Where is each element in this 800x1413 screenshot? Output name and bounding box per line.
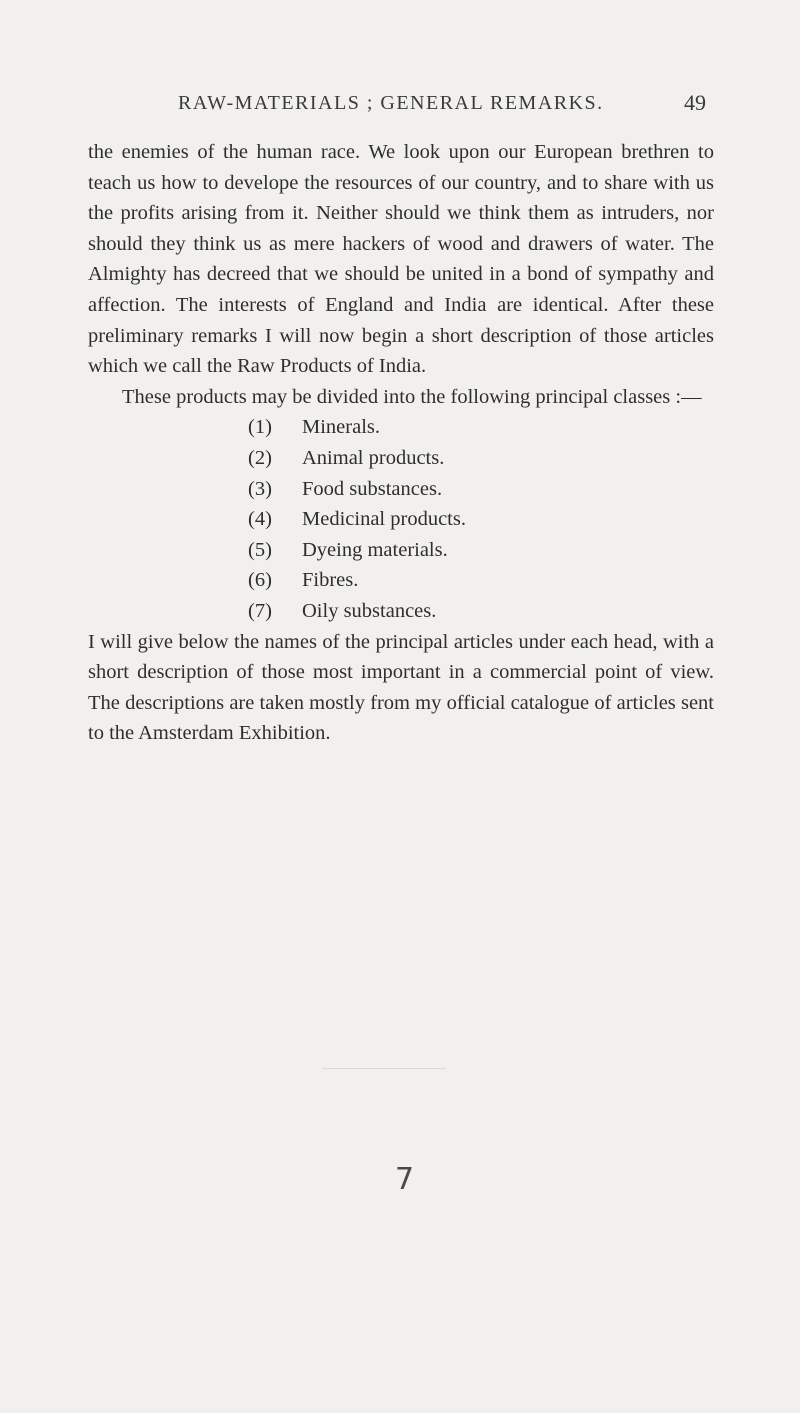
list-item-number: (6) — [248, 569, 272, 592]
list-item-label: Food substances. — [302, 477, 443, 500]
list-item-label: Minerals. — [302, 416, 380, 439]
list-item-label: Animal products. — [302, 446, 445, 469]
list-item-number: (5) — [248, 538, 272, 561]
list-item-label: Fibres. — [302, 569, 359, 592]
body-paragraph: I will give below the names of the principal articles under each head, with a short description of those most important in a commercial point of view. The descriptions are taken mostly from my official catalogue of articles sent to the Amsterdam Exhibition. — [88, 630, 714, 745]
page-header — [0, 92, 800, 124]
running-title: RAW-MATERIALS ; GENERAL REMARKS. — [178, 92, 604, 114]
list-item — [248, 474, 714, 505]
product-classes-list — [88, 412, 714, 626]
signature-mark: 7 — [395, 1162, 415, 1197]
list-item — [248, 565, 714, 596]
list-item — [248, 412, 714, 443]
list-item — [248, 504, 714, 535]
body-paragraph: These products may be divided into the following principal classes :— — [122, 385, 702, 408]
list-item-number: (2) — [248, 446, 272, 469]
body-paragraph: the enemies of the human race. We look upon our European brethren to teach us how to develope the resources of our country, and to share with us the profits arising from it. Neither should we think them as intruders, nor should they think us as mere hackers of wood and drawers of water. The Almighty has decreed that we should be united in a bond of sympathy and affection. The interests of England and India are identical. After these preliminary remarks I will now begin a short description of those articles which we call the Raw Products of India. — [88, 141, 714, 378]
page-number: 49 — [684, 90, 706, 115]
page-body — [88, 137, 714, 749]
list-item — [248, 535, 714, 566]
list-item-number: (7) — [248, 599, 272, 622]
divider — [322, 1068, 446, 1069]
list-item-label: Oily substances. — [302, 599, 437, 622]
list-item-label: Medicinal products. — [302, 508, 466, 531]
list-item — [248, 596, 714, 627]
list-item-label: Dyeing materials. — [302, 538, 448, 561]
list-item — [248, 443, 714, 474]
list-item-number: (4) — [248, 508, 272, 531]
list-item-number: (1) — [248, 416, 272, 439]
list-item-number: (3) — [248, 477, 272, 500]
